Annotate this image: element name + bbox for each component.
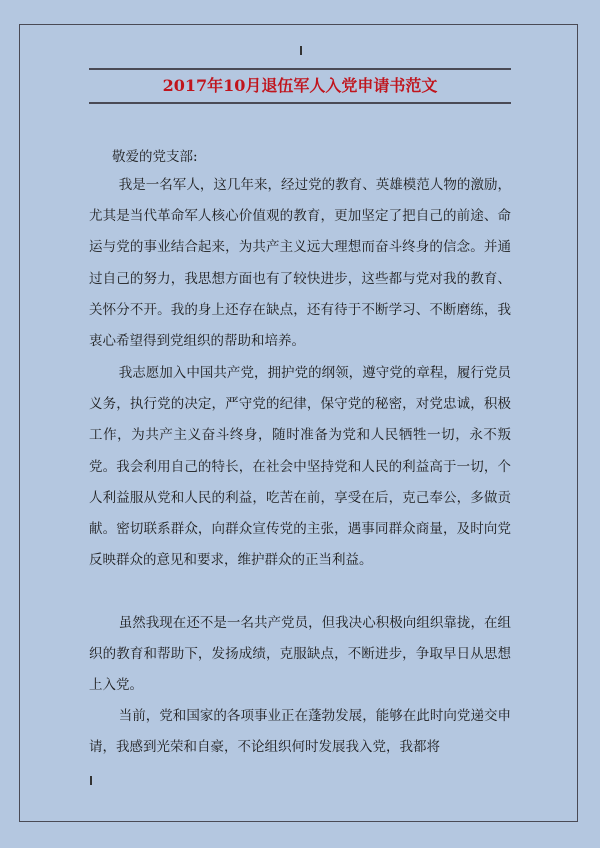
title-rule-bottom [89,102,511,104]
paragraph-4: 当前，党和国家的各项事业正在蓬勃发展，能够在此时向党递交申请，我感到光荣和自豪，不论组织何时发展我入党，我都将 [89,708,511,756]
document-title: 2017年10月退伍军人入党申请书范文 [162,76,438,95]
paragraph-3: 虽然我现在还不是一名共产党员，但我决心积极向组织靠拢，在组织的教育和帮助下，发扬成绩，克服缺点，不断进步，争取早日从思想上入党。 [89,615,511,694]
text-cursor-mark [300,46,302,55]
salutation: 敬爱的党支部: [112,149,198,165]
text-cursor-mark-bottom [90,776,92,785]
paragraph-1: 我是一名军人，这几年来，经过党的教育、英雄模范人物的激励，尤其是当代革命军人核心价值观的教育，更加坚定了把自己的前途、命运与党的事业结合起来，为共产主义远大理想而奋斗终身的信念。并通过自己的努力，我思想方面也有了较快进步，这些都与党对我的教育、关怀分不开。我的身上还存在缺点，还有待于不断学习、不断磨练，我衷心希望得到党组织的帮助和培养。 [89,177,511,350]
title-rule-top [89,68,511,70]
paragraph-2: 我志愿加入中国共产党，拥护党的纲领，遵守党的章程，履行党员义务，执行党的决定，严守党的纪律，保守党的秘密，对党忠诚，积极工作，为共产主义奋斗终身，随时准备为党和人民牺牲一切，永不叛党。我会利用自己的特长，在社会中坚持党和人民的利益高于一切，个人利益服从党和人民的利益，吃苦在前，享受在后，克己奉公，多做贡献。密切联系群众，向群众宣传党的主张，遇事同群众商量，及时向党反映群众的意见和要求，维护群众的正当利益。 [89,365,511,569]
